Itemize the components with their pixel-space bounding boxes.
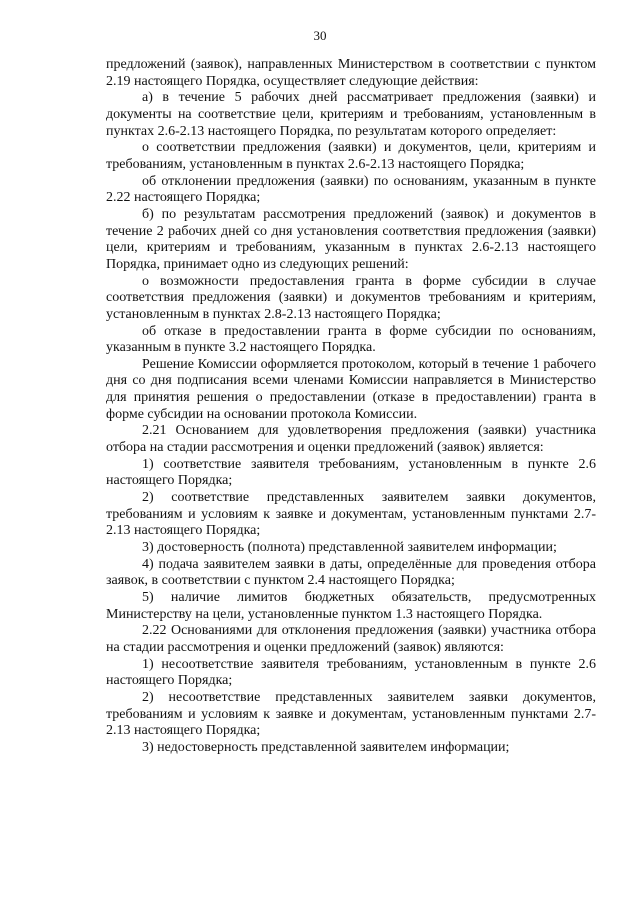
paragraph: об отказе в предоставлении гранта в форме субсидии по основаниям, указанным в пункте 3.2 настоящего Порядка. (106, 323, 596, 356)
paragraph: 2.21 Основанием для удовлетворения предложения (заявки) участника отбора на стадии рассмотрения и оценки предложений (заявок) является: (106, 423, 596, 456)
paragraph: о возможности предоставления гранта в форме субсидии в случае соответствия предложения (заявки) и документов требованиям и критериям, установленным в пунктах 2.8-2.13 настоящего Порядка; (106, 273, 596, 322)
paragraph: 2.22 Основаниями для отклонения предложения (заявки) участника отбора на стадии рассмотрения и оценки предложений (заявок) являются: (106, 623, 596, 655)
page-number: 30 (313, 28, 327, 43)
document-body (106, 57, 596, 757)
paragraph: о соответствии предложения (заявки) и документов, цели, критериям и требованиям, установленным в пунктах 2.6-2.13 настоящего Порядка; (106, 140, 596, 172)
paragraph: об отклонении предложения (заявки) по основаниям, указанным в пункте 2.22 настоящего Порядка; (106, 173, 596, 206)
paragraph: 2) соответствие представленных заявителем заявки документов, требованиям и условиям к заявке и документам, установленным пунктами 2.7-2.13 настоящего Порядка; (106, 490, 596, 539)
paragraph: 1) несоответствие заявителя требованиям, установленным в пункте 2.6 настоящего Порядка; (106, 656, 596, 689)
paragraph: 2) несоответствие представленных заявителем заявки документов, требованиям и условиям к заявке и документам, установленным пунктами 2.7-2.13 настоящего Порядка; (106, 689, 596, 739)
paragraph: 3) недостоверность представленной заявителем информации; (142, 739, 510, 755)
paragraph: б) по результатам рассмотрения предложений (заявок) и документов в течение 2 рабочих дней со дня установления соответствия предложения (заявки) цели, критериям и требованиям, указанным в пунктах 2.6-2.13 настоящего Порядка, принимает одно из следующих решений: (106, 206, 596, 272)
paragraph: 4) подача заявителем заявки в даты, определённые для проведения отбора заявок, в соответствии с пунктом 2.4 настоящего Порядка; (106, 556, 596, 589)
paragraph: 5) наличие лимитов бюджетных обязательств, предусмотренных Министерству на цели, установленные пунктом 1.3 настоящего Порядка. (106, 590, 596, 622)
paragraph: 1) соответствие заявителя требованиям, установленным в пункте 2.6 настоящего Порядка; (106, 456, 596, 489)
paragraph: Решение Комиссии оформляется протоколом, который в течение 1 рабочего дня со дня подписания всеми членами Комиссии направляется в Министерство для принятия решения о предоставлении (отказе в предоставлении) гранта в форме субсидии на основании протокола Комиссии. (106, 356, 596, 422)
paragraph: а) в течение 5 рабочих дней рассматривает предложения (заявки) и документы на соответствие цели, критериям и требованиям, установленным в пунктах 2.6-2.13 настоящего Порядка, по результатам которого определяет: (106, 90, 596, 139)
paragraph: предложений (заявок), направленных Министерством в соответствии с пунктом 2.19 настоящего Порядка, осуществляет следующие действия: (106, 57, 596, 89)
paragraph: 3) достоверность (полнота) представленной заявителем информации; (142, 540, 557, 556)
